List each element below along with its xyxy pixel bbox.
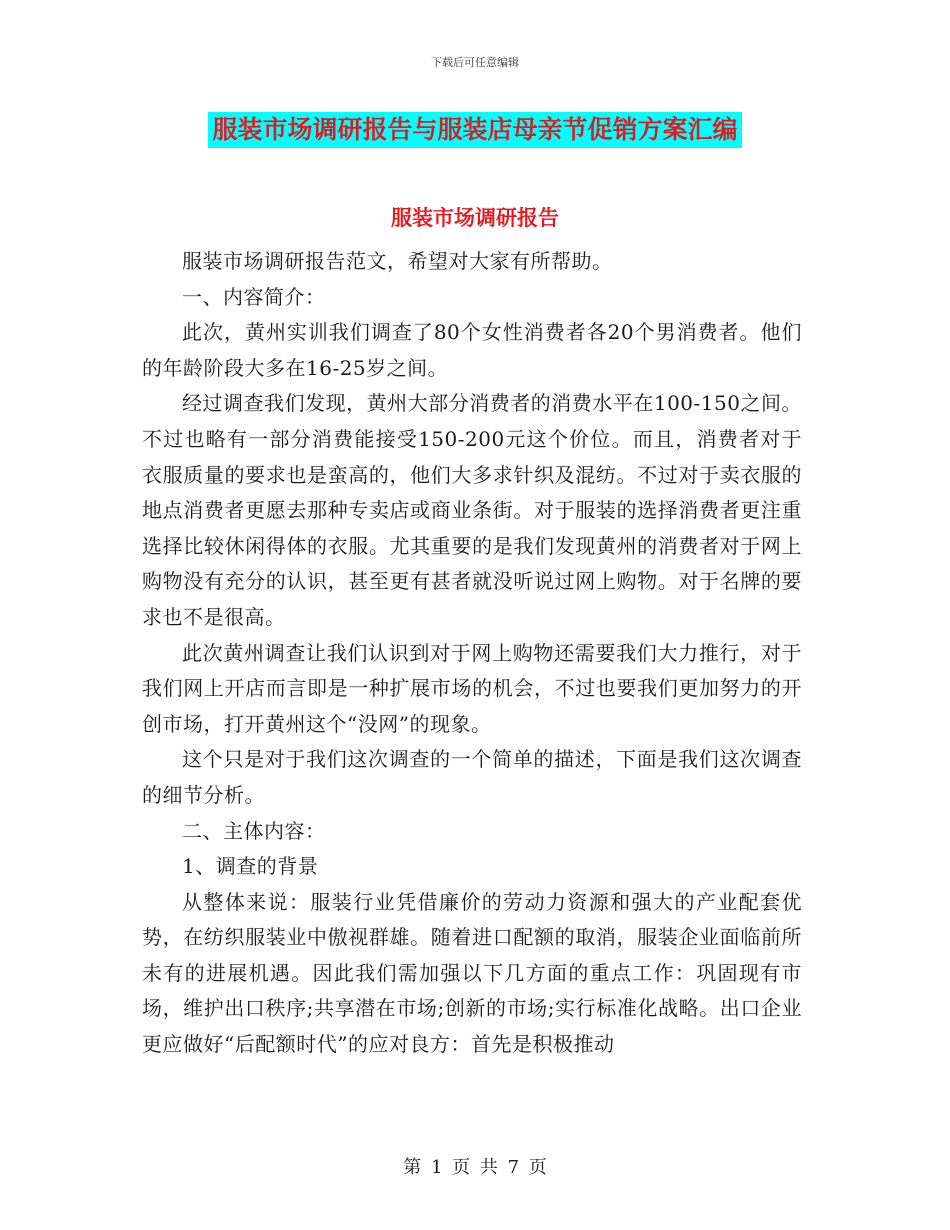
paragraph: 服装市场调研报告范文，希望对大家有所帮助。 xyxy=(182,249,613,273)
paragraph: 从整体来说：服装行业凭借廉价的劳动力资源和强大的产业配套优势，在纺织服装业中傲视群雄。随着进口配额的取消，服装企业面临前所未有的进展机遇。因此我们需加强以下几方面的重点工作：巩固现有市场，维护出口秩序;共享潜在市场;创新的市场;实行标准化战略。出口企业更应做好“后配额时代”的应对良方：首先是积极推动 xyxy=(142,889,802,1057)
paragraph: 二、主体内容： xyxy=(182,818,326,843)
section-title: 服装市场调研报告 xyxy=(391,205,559,230)
paragraph: 这个只是对于我们这次调查的一个简单的描述，下面是我们这次调查的细节分析。 xyxy=(142,747,802,807)
paragraph: 此次，黄州实训我们调查了80个女性消费者各20个男消费者。他们的年龄阶段大多在16-25岁之间。 xyxy=(142,320,802,380)
paragraph: 一、内容简介： xyxy=(182,284,326,309)
paragraph: 经过调查我们发现，黄州大部分消费者的消费水平在100-150之间。不过也略有一部分消费能接受150-200元这个价位。而且，消费者对于衣服质量的要求也是蛮高的，他们大多求针织及混纺。不过对于卖衣服的地点消费者更愿去那种专卖店或商业条街。对于服装的选择消费者更注重选择比较休闲得体的衣服。尤其重要的是我们发现黄州的消费者对于网上购物没有充分的认识，甚至更有甚者就没听说过网上购物。对于名牌的要求也不是很高。 xyxy=(142,391,802,629)
paragraph: 此次黄州调查让我们认识到对于网上购物还需要我们大力推行，对于我们网上开店而言即是一种扩展市场的机会，不过也要我们更加努力的开创市场，打开黄州这个“没网”的现象。 xyxy=(142,640,802,736)
document-body xyxy=(142,244,802,1063)
paragraph: 1、调查的背景 xyxy=(182,854,319,879)
page-footer: 第 1 页 共 7 页 xyxy=(403,1157,547,1178)
header-note: 下载后可任意编辑 xyxy=(431,56,519,69)
main-title-container xyxy=(0,112,950,148)
main-title: 服装市场调研报告与服装店母亲节促销方案汇编 xyxy=(208,112,741,148)
